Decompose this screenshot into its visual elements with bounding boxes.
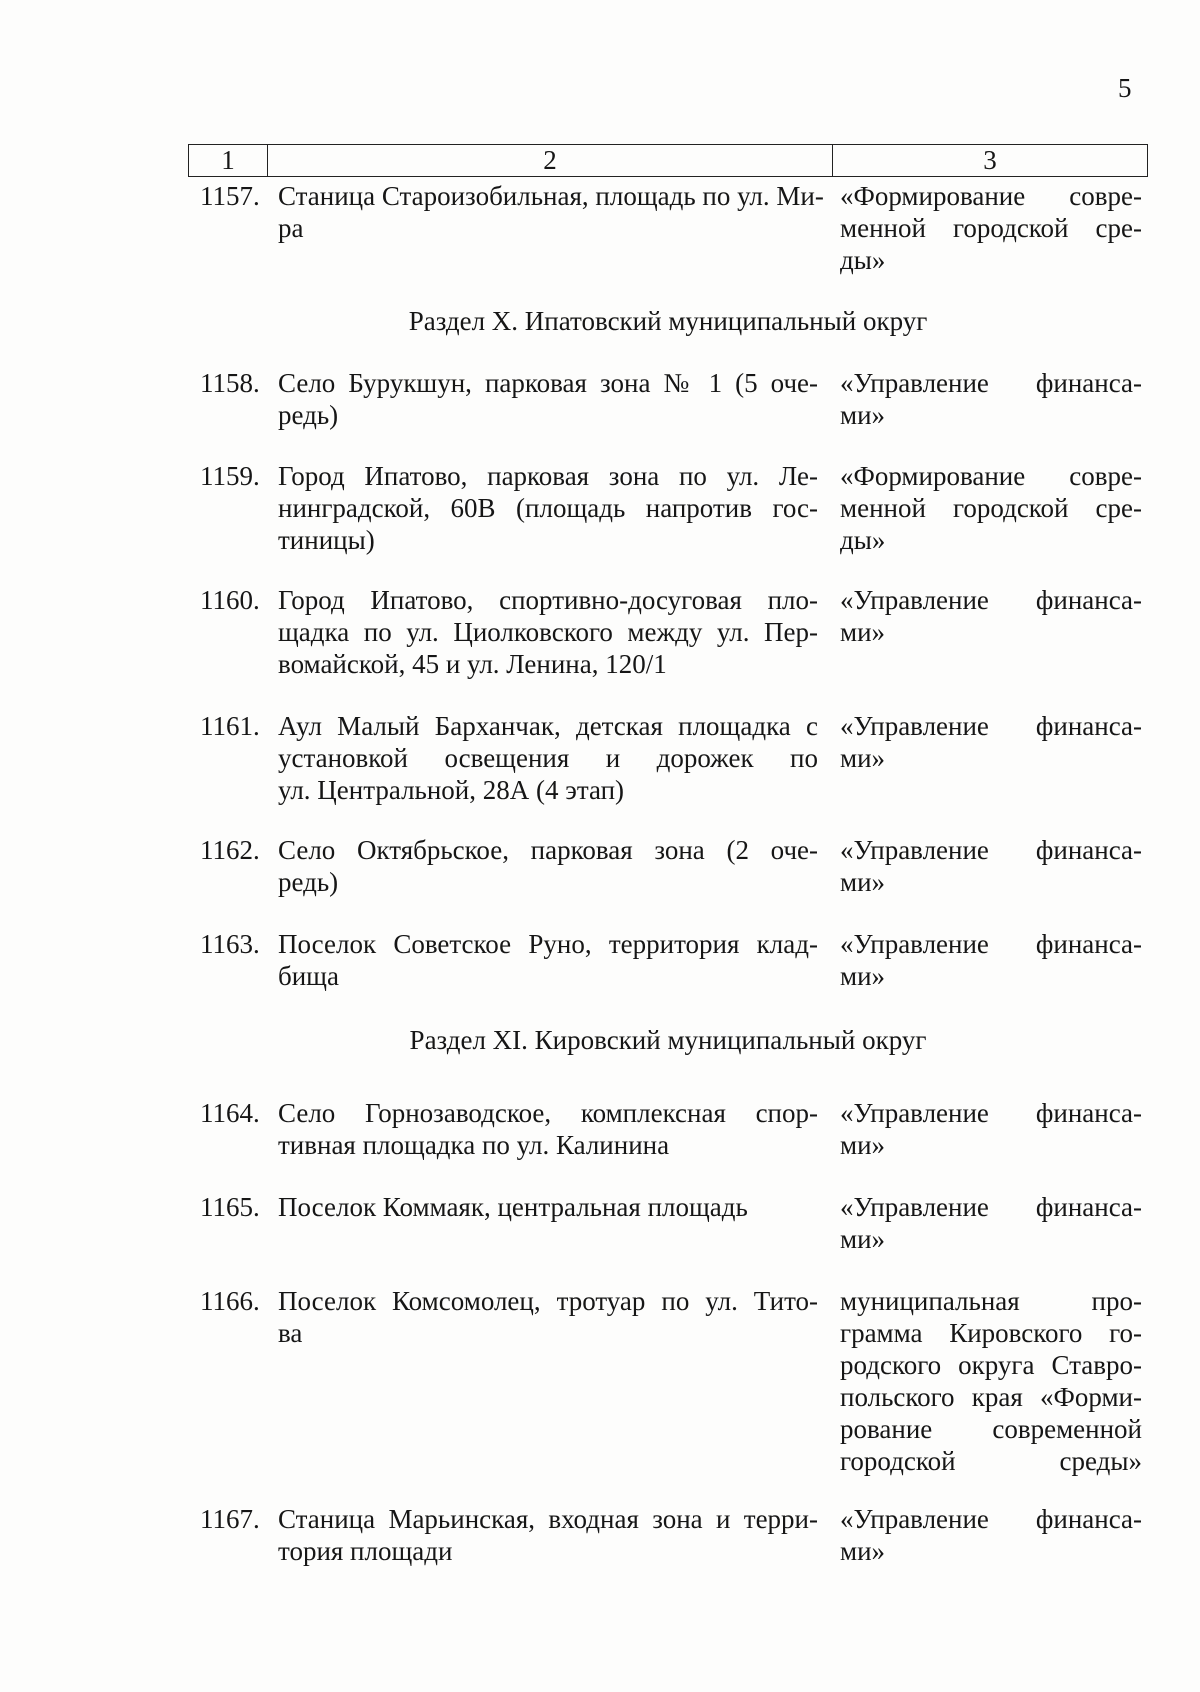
program-name <box>840 1503 1142 1567</box>
object-name-line: Город Ипатово, парковая зона по ул. Ле- <box>278 461 818 491</box>
program-name-line: ми» <box>840 1224 886 1254</box>
program-name-line: «Управление финанса- <box>840 1098 1142 1128</box>
program-name-line: «Управление финанса- <box>840 368 1142 398</box>
program-name-line: родского округа Ставро- <box>840 1350 1142 1380</box>
object-name <box>278 928 818 992</box>
object-name-line: редь) <box>278 867 339 897</box>
row-number: 1161. <box>200 711 260 741</box>
object-name-line: нинградской, 60В (площадь напротив гос- <box>278 493 818 523</box>
row-number: 1157. <box>200 181 260 211</box>
object-name-line: Аул Малый Барханчак, детская площадка с <box>278 711 818 741</box>
program-name-line: грамма Кировского го- <box>840 1318 1142 1348</box>
program-name-line: ми» <box>840 743 886 773</box>
object-name-line: Город Ипатово, спортивно-досуговая пло- <box>278 585 818 615</box>
program-name <box>840 1097 1142 1161</box>
program-name <box>840 180 1142 276</box>
program-name <box>840 928 1142 992</box>
program-name-line: ми» <box>840 400 886 430</box>
row-number: 1165. <box>200 1192 260 1222</box>
program-name <box>840 710 1142 774</box>
program-name-line: «Управление финанса- <box>840 1504 1142 1534</box>
program-name-line: ми» <box>840 1130 886 1160</box>
row-number: 1160. <box>200 585 260 615</box>
object-name-line: вомайской, 45 и ул. Ленина, 120/1 <box>278 649 667 679</box>
header-col-2: 2 <box>268 145 833 176</box>
row-number: 1163. <box>200 929 260 959</box>
row-number: 1162. <box>200 835 260 865</box>
object-name-line: тиницы) <box>278 525 375 555</box>
object-name <box>278 1097 818 1161</box>
object-name-line: редь) <box>278 400 339 430</box>
program-name-line: «Управление финанса- <box>840 1192 1142 1222</box>
row-number: 1159. <box>200 461 260 491</box>
program-name-line: польского края «Форми- <box>840 1382 1142 1412</box>
object-name <box>278 1191 818 1223</box>
object-name <box>278 1285 818 1349</box>
table-header-row <box>188 144 1148 177</box>
program-name-line: муниципальная про- <box>840 1286 1142 1316</box>
object-name-line: Село Бурукшун, парковая зона № 1 (5 оче- <box>278 368 818 398</box>
object-name-line: бища <box>278 961 339 991</box>
object-name <box>278 710 818 806</box>
row-number: 1167. <box>200 1504 260 1534</box>
program-name <box>840 367 1142 431</box>
program-name-line: ми» <box>840 961 886 991</box>
program-name-line: рование современной <box>840 1414 1142 1444</box>
program-name-line: городской среды» <box>840 1446 1142 1476</box>
object-name <box>278 834 818 898</box>
program-name-line: менной городской сре- <box>840 493 1142 523</box>
row-number: 1158. <box>200 368 260 398</box>
program-name-line: «Управление финанса- <box>840 835 1142 865</box>
object-name <box>278 180 824 244</box>
object-name-line: Село Октябрьское, парковая зона (2 оче- <box>278 835 818 865</box>
program-name-line: «Формирование совре- <box>840 181 1142 211</box>
program-name-line: ми» <box>840 617 886 647</box>
header-col-1: 1 <box>189 145 268 176</box>
header-col-3: 3 <box>983 145 997 175</box>
object-name <box>278 367 818 431</box>
object-name-line: ва <box>278 1318 303 1348</box>
program-name-line: «Управление финанса- <box>840 585 1142 615</box>
program-name <box>840 1285 1142 1477</box>
section-heading: Раздел XI. Кировский муниципальный округ <box>409 1025 927 1055</box>
program-name-line: «Формирование совре- <box>840 461 1142 491</box>
program-name-line: «Управление финанса- <box>840 929 1142 959</box>
object-name-line: тивная площадка по ул. Калинина <box>278 1130 670 1160</box>
section-heading: Раздел X. Ипатовский муниципальный округ <box>408 306 928 336</box>
program-name-line: ми» <box>840 1536 886 1566</box>
program-name-line: ды» <box>840 245 886 275</box>
object-name-line: ул. Центральной, 28А (4 этап) <box>278 775 625 805</box>
row-number: 1164. <box>200 1098 260 1128</box>
object-name-line: ра <box>278 213 304 243</box>
page-number: 5 <box>1118 73 1132 103</box>
object-name-line: установкой освещения и дорожек по <box>278 743 818 773</box>
object-name <box>278 1503 818 1567</box>
program-name <box>840 584 1142 648</box>
program-name-line: ми» <box>840 867 886 897</box>
program-name <box>840 460 1142 556</box>
object-name-line: щадка по ул. Циолковского между ул. Пер- <box>278 617 818 647</box>
object-name-line: Поселок Коммаяк, центральная площадь <box>278 1192 748 1222</box>
row-number: 1166. <box>200 1286 260 1316</box>
object-name-line: тория площади <box>278 1536 453 1566</box>
object-name-line: Поселок Советское Руно, территория клад- <box>278 929 818 959</box>
program-name <box>840 834 1142 898</box>
program-name-line: ды» <box>840 525 886 555</box>
object-name-line: Станица Староизобильная, площадь по ул. Ми- <box>278 181 824 211</box>
object-name-line: Станица Марьинская, входная зона и терри- <box>278 1504 818 1534</box>
object-name-line: Село Горнозаводское, комплексная спор- <box>278 1098 818 1128</box>
object-name-line: Поселок Комсомолец, тротуар по ул. Тито- <box>278 1286 818 1316</box>
program-name-line: менной городской сре- <box>840 213 1142 243</box>
object-name <box>278 460 818 556</box>
program-name <box>840 1191 1142 1255</box>
program-name-line: «Управление финанса- <box>840 711 1142 741</box>
object-name <box>278 584 818 680</box>
